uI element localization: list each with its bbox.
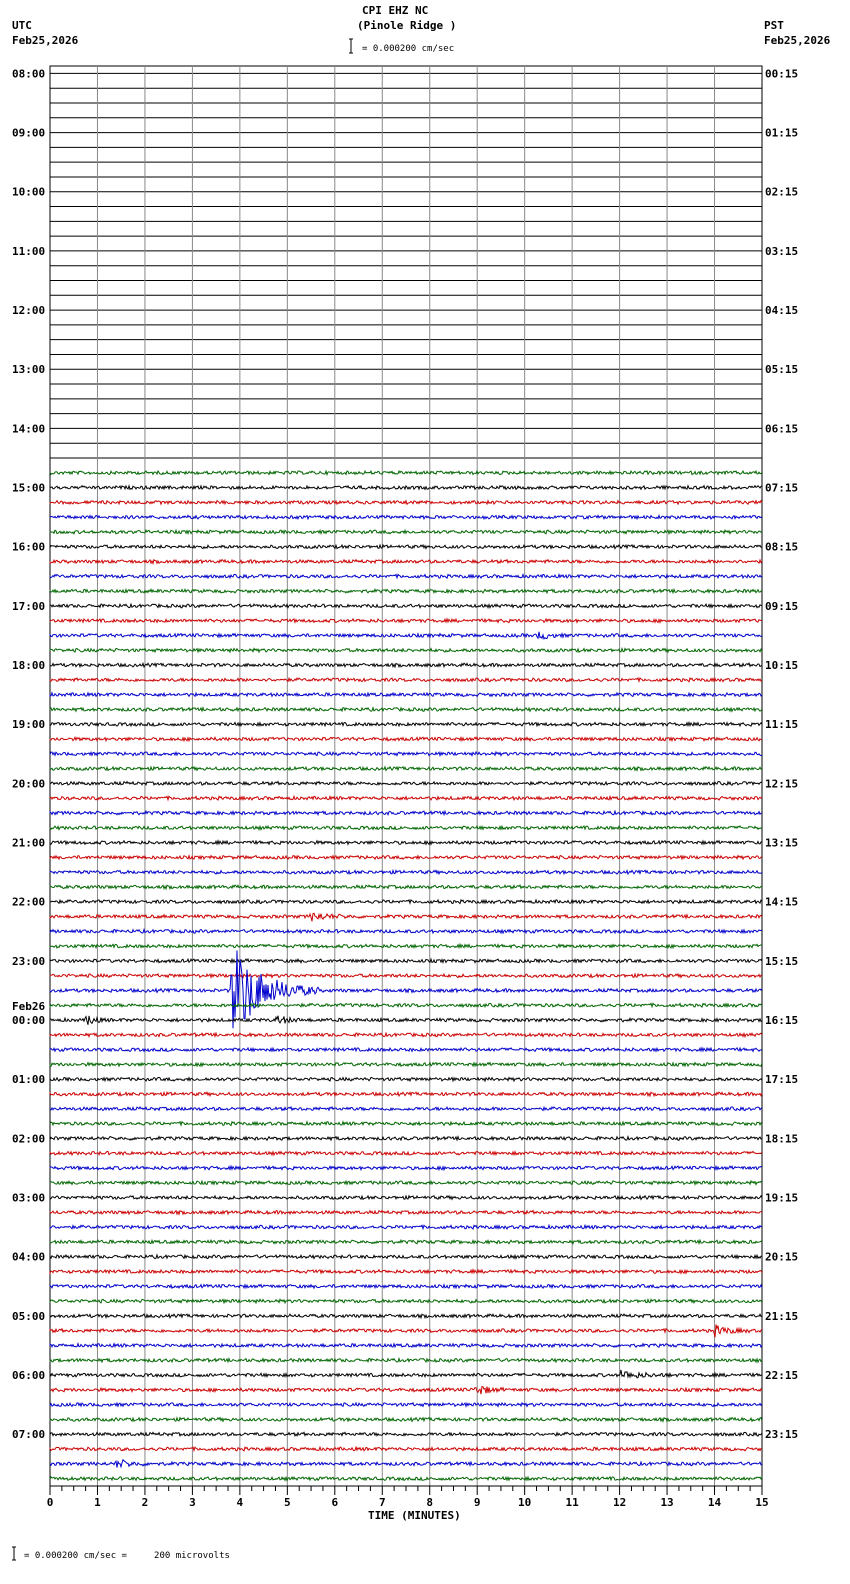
trace-row	[50, 811, 762, 815]
trace-row	[50, 663, 762, 667]
trace-row	[50, 501, 762, 505]
trace-row	[50, 486, 762, 490]
trace-row	[50, 589, 762, 593]
left-hour-label: 03:00	[12, 1191, 46, 1205]
trace-row	[50, 619, 762, 623]
x-tick-label: 15	[755, 1496, 769, 1509]
x-tick-label: 2	[141, 1496, 149, 1509]
trace-row	[50, 1432, 762, 1436]
trace-row	[50, 1107, 762, 1111]
left-timezone: UTC	[12, 19, 32, 32]
left-hour-label: 17:00	[12, 599, 46, 613]
trace-row	[50, 930, 762, 934]
left-hour-label: 19:00	[12, 718, 46, 732]
left-hour-label: 06:00	[12, 1369, 46, 1383]
left-hour-label: 04:00	[12, 1250, 46, 1264]
left-hour-label: 11:00	[12, 244, 46, 258]
scale-bar-icon	[349, 39, 353, 53]
trace-row	[50, 1211, 762, 1215]
trace-row	[50, 885, 762, 889]
x-tick-label: 12	[612, 1496, 627, 1509]
trace-row	[50, 767, 762, 771]
left-hour-label: 00:00	[12, 1014, 46, 1028]
trace-group	[50, 471, 762, 1480]
right-hour-label: 18:15	[765, 1132, 799, 1146]
trace-row	[50, 723, 762, 727]
right-hour-label: 17:15	[765, 1073, 799, 1087]
trace-row	[50, 1370, 762, 1378]
x-tick-label: 4	[236, 1496, 244, 1509]
trace-row	[50, 1033, 762, 1037]
left-hour-label: 08:00	[12, 67, 46, 81]
right-hour-label: 23:15	[765, 1428, 799, 1442]
left-hour-label: 02:00	[12, 1132, 46, 1146]
right-hour-label: 21:15	[765, 1309, 799, 1323]
left-hour-label: 15:00	[12, 481, 46, 495]
x-tick-label: 13	[660, 1496, 674, 1509]
x-tick-label: 0	[46, 1496, 54, 1509]
left-hour-label: 07:00	[12, 1428, 46, 1442]
x-tick-label: 1	[94, 1496, 101, 1509]
right-hour-label: 09:15	[765, 599, 799, 613]
date-change-label: Feb26	[12, 1000, 46, 1014]
left-hour-label: 12:00	[12, 304, 46, 318]
trace-row	[50, 604, 762, 608]
trace-row	[50, 1016, 762, 1025]
right-timezone: PST	[764, 19, 784, 32]
right-hour-label: 05:15	[765, 363, 799, 377]
left-hour-label: 14:00	[12, 422, 46, 436]
trace-row	[50, 530, 762, 534]
right-hour-label: 11:15	[765, 718, 799, 732]
trace-row	[50, 900, 762, 904]
trace-row	[50, 1181, 762, 1185]
right-hour-label: 01:15	[765, 126, 799, 140]
right-hour-label: 00:15	[765, 67, 799, 81]
left-hour-label: 20:00	[12, 777, 46, 791]
left-hour-label: 01:00	[12, 1073, 46, 1087]
trace-row	[50, 693, 762, 697]
right-hour-label: 07:15	[765, 481, 799, 495]
trace-row	[50, 737, 762, 741]
x-tick-label: 8	[426, 1496, 434, 1509]
trace-row	[50, 632, 762, 639]
time-axis	[50, 1486, 762, 1495]
left-hour-label: 09:00	[12, 126, 46, 140]
right-hour-label: 14:15	[765, 895, 799, 909]
right-hour-label: 12:15	[765, 777, 799, 791]
trace-row	[50, 1270, 762, 1274]
trace-row	[50, 1078, 762, 1082]
trace-row	[50, 1447, 762, 1451]
right-hour-label: 16:15	[765, 1014, 799, 1028]
trace-row	[50, 1255, 762, 1259]
left-hour-label: 22:00	[12, 895, 46, 909]
trace-row	[50, 1314, 762, 1318]
trace-row	[50, 1240, 762, 1244]
trace-row	[50, 870, 762, 874]
x-tick-label: 14	[707, 1496, 722, 1509]
left-hour-label: 21:00	[12, 836, 46, 850]
trace-row	[50, 1403, 762, 1407]
trace-row	[50, 1122, 762, 1126]
trace-row	[50, 944, 762, 948]
site-title: (Pinole Ridge )	[357, 19, 457, 32]
right-hour-label: 13:15	[765, 836, 799, 850]
trace-row	[50, 1003, 762, 1007]
right-hour-label: 20:15	[765, 1250, 799, 1264]
right-hour-label: 22:15	[765, 1369, 799, 1383]
time-tick-labels	[47, 1496, 769, 1509]
trace-row	[50, 678, 762, 682]
trace-row	[50, 649, 762, 653]
trace-row	[50, 545, 762, 549]
x-tick-label: 7	[378, 1496, 386, 1509]
left-hour-label: 23:00	[12, 954, 46, 968]
left-hour-label: 18:00	[12, 659, 46, 673]
right-hour-label: 15:15	[765, 954, 799, 968]
right-hour-label: 02:15	[765, 185, 799, 199]
x-tick-label: 11	[565, 1496, 579, 1509]
x-tick-label: 10	[518, 1496, 532, 1509]
trace-row	[50, 1460, 762, 1468]
footer-scale-label: = 0.000200 cm/sec = 200 microvolts	[24, 1551, 230, 1561]
right-hour-label: 03:15	[765, 244, 799, 258]
trace-row	[50, 1137, 762, 1141]
trace-row	[50, 1387, 762, 1395]
trace-row	[50, 826, 762, 830]
trace-row	[50, 1092, 762, 1096]
trace-row	[50, 796, 762, 800]
trace-row	[50, 708, 762, 712]
right-hour-label: 19:15	[765, 1191, 799, 1205]
trace-row	[50, 574, 762, 578]
trace-row	[50, 1151, 762, 1155]
trace-row	[50, 1063, 762, 1067]
trace-row	[50, 560, 762, 564]
left-date: Feb25,2026	[12, 34, 79, 47]
trace-row	[50, 913, 762, 921]
trace-row	[50, 974, 762, 978]
trace-row	[50, 1048, 762, 1052]
trace-row	[50, 1418, 762, 1422]
trace-row	[50, 1196, 762, 1200]
trace-row	[50, 1325, 762, 1338]
x-axis-label: TIME (MINUTES)	[368, 1509, 461, 1522]
trace-row	[50, 1225, 762, 1229]
left-hour-label: 05:00	[12, 1309, 46, 1323]
right-hour-label: 06:15	[765, 422, 799, 436]
trace-row	[50, 515, 762, 519]
trace-row	[50, 1166, 762, 1170]
scale-bar-footer-icon	[12, 1547, 16, 1560]
trace-row	[50, 841, 762, 845]
x-tick-label: 3	[189, 1496, 196, 1509]
trace-row	[50, 471, 762, 475]
right-hour-label: 04:15	[765, 304, 799, 318]
x-tick-label: 9	[473, 1496, 481, 1509]
trace-row	[50, 1299, 762, 1303]
left-hour-label: 13:00	[12, 363, 46, 377]
trace-row	[50, 959, 762, 963]
station-title: CPI EHZ NC	[362, 4, 429, 17]
trace-row	[50, 1285, 762, 1289]
x-tick-label: 6	[331, 1496, 339, 1509]
trace-row	[50, 1344, 762, 1348]
right-date: Feb25,2026	[764, 34, 831, 47]
scale-label: = 0.000200 cm/sec	[362, 44, 455, 54]
trace-row	[50, 1477, 762, 1481]
trace-row	[50, 752, 762, 756]
trace-row	[50, 782, 762, 786]
left-hour-label: 16:00	[12, 540, 46, 554]
trace-row	[50, 856, 762, 860]
trace-row	[50, 1359, 762, 1363]
x-tick-label: 5	[284, 1496, 291, 1509]
left-hour-label: 10:00	[12, 185, 46, 199]
right-hour-label: 08:15	[765, 540, 799, 554]
right-hour-label: 10:15	[765, 659, 799, 673]
